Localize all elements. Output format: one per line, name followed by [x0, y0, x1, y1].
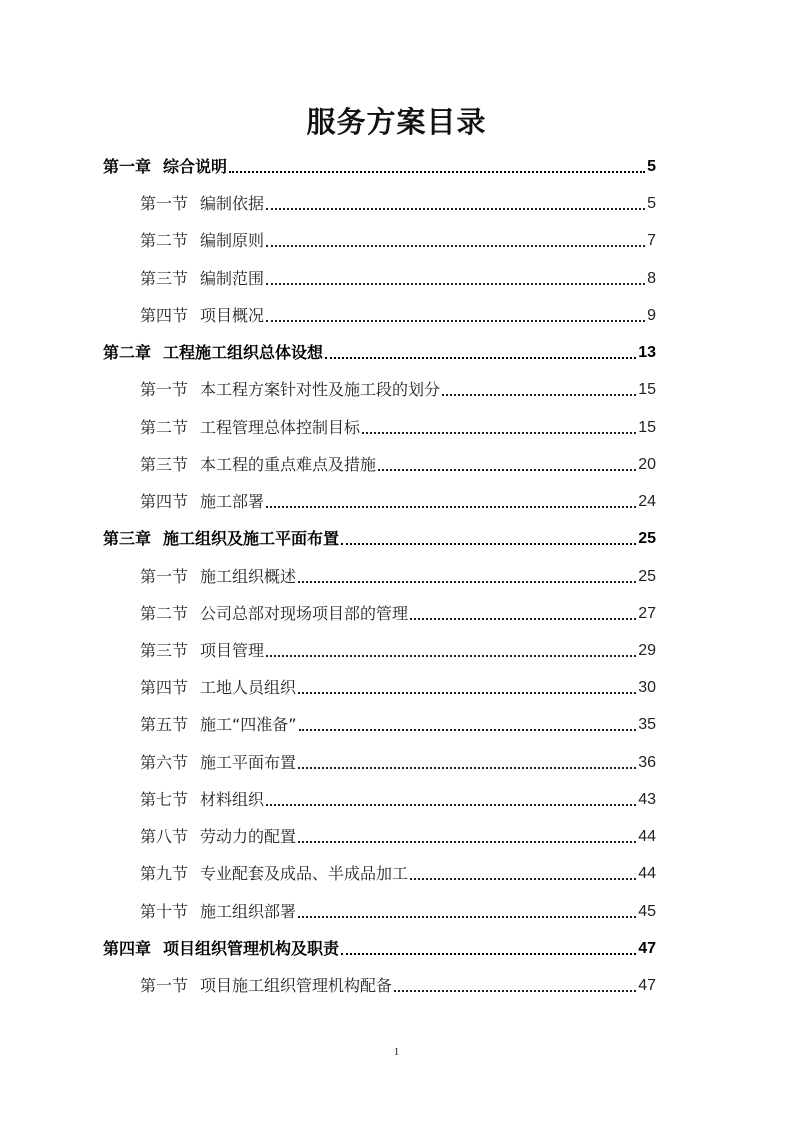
dot-leader: [266, 207, 645, 210]
toc-entry-page: 20: [638, 456, 656, 473]
toc-entry-page: 8: [647, 270, 656, 287]
toc-entry-number: 第一章: [103, 157, 152, 176]
toc-entry-title: 综合说明: [163, 157, 228, 176]
toc-entry-page: 5: [647, 158, 656, 175]
dot-leader: [341, 542, 636, 545]
page-title: 服务方案目录: [306, 105, 487, 139]
dot-leader: [442, 393, 636, 396]
toc-entry-page: 43: [638, 791, 656, 808]
toc-entry-section[interactable]: [140, 634, 656, 662]
toc-entry-number: 第十节: [140, 902, 189, 921]
toc-entry-number: 第三节: [140, 641, 189, 660]
toc-entry-page: 30: [638, 679, 656, 696]
dot-leader: [298, 915, 636, 918]
toc-entry-title: 本工程的重点难点及措施: [200, 455, 377, 474]
toc-entry-number: 第四节: [140, 306, 189, 325]
toc-entry-number: 第一节: [140, 194, 189, 213]
toc-entry-title: 工程管理总体控制目标: [200, 418, 361, 437]
dot-leader: [298, 691, 636, 694]
dot-leader: [266, 282, 645, 285]
toc-entry-chapter-2[interactable]: [103, 336, 656, 364]
toc-entry-page: 7: [647, 232, 656, 249]
toc-entry-section[interactable]: [140, 746, 656, 774]
toc-entry-page: 45: [638, 903, 656, 920]
toc-entry-page: 24: [638, 493, 656, 510]
toc-entry-section[interactable]: [140, 560, 656, 588]
dot-leader: [266, 319, 645, 322]
toc-entry-page: 15: [638, 381, 656, 398]
toc-entry-title: 编制原则: [200, 231, 265, 250]
toc-entry-section[interactable]: [140, 373, 656, 401]
toc-entry-chapter-3[interactable]: [103, 522, 656, 550]
dot-leader: [410, 617, 636, 620]
dot-leader: [229, 170, 645, 173]
toc-entry-title: 施工“四准备”: [200, 715, 297, 734]
dot-leader: [298, 766, 636, 769]
toc-entry-section[interactable]: [140, 857, 656, 885]
toc-entry-page: 5: [647, 195, 656, 212]
toc-entry-section[interactable]: [140, 485, 656, 513]
toc-entry-section[interactable]: [140, 299, 656, 327]
toc-entry-title: 本工程方案针对性及施工段的划分: [200, 380, 441, 399]
toc-entry-title: 项目施工组织管理机构配备: [200, 976, 393, 995]
toc-entry-title: 编制依据: [200, 194, 265, 213]
toc-entry-title: 公司总部对现场项目部的管理: [200, 604, 409, 623]
toc-entry-title: 施工组织及施工平面布置: [163, 529, 340, 548]
dot-leader: [325, 356, 636, 359]
toc-entry-number: 第六节: [140, 753, 189, 772]
toc-entry-page: 27: [638, 605, 656, 622]
toc-entry-page: 44: [638, 828, 656, 845]
toc-entry-title: 专业配套及成品、半成品加工: [200, 864, 409, 883]
dot-leader: [266, 505, 636, 508]
toc-entry-title: 施工平面布置: [200, 753, 297, 772]
toc-entry-section[interactable]: [140, 820, 656, 848]
toc-entry-section[interactable]: [140, 969, 656, 997]
toc-entry-section[interactable]: [140, 671, 656, 699]
toc-entry-section[interactable]: [140, 224, 656, 252]
toc-entry-page: 13: [638, 344, 656, 361]
dot-leader: [266, 244, 645, 247]
toc-entry-title: 项目组织管理机构及职责: [163, 939, 340, 958]
toc-entry-section[interactable]: [140, 708, 656, 736]
toc-entry-chapter-4[interactable]: [103, 932, 656, 960]
toc-entry-number: 第二节: [140, 231, 189, 250]
toc-entry-number: 第八节: [140, 827, 189, 846]
dot-leader: [394, 989, 636, 992]
toc-entry-number: 第四节: [140, 678, 189, 697]
toc-entry-page: 25: [638, 568, 656, 585]
dot-leader: [298, 580, 636, 583]
dot-leader: [378, 468, 636, 471]
toc-entry-number: 第二节: [140, 604, 189, 623]
toc-entry-title: 项目概况: [200, 306, 265, 325]
toc-entry-number: 第九节: [140, 864, 189, 883]
toc-entry-number: 第四章: [103, 939, 152, 958]
toc-entry-number: 第二节: [140, 418, 189, 437]
dot-leader: [410, 877, 636, 880]
toc-entry-number: 第七节: [140, 790, 189, 809]
toc-entry-title: 工地人员组织: [200, 678, 297, 697]
dot-leader: [266, 654, 636, 657]
toc-entry-page: 35: [638, 716, 656, 733]
toc-entry-number: 第三节: [140, 455, 189, 474]
dot-leader: [266, 803, 636, 806]
toc-entry-section[interactable]: [140, 411, 656, 439]
toc-entry-section[interactable]: [140, 187, 656, 215]
toc-entry-page: 47: [638, 977, 656, 994]
dot-leader: [341, 952, 636, 955]
toc-entry-section[interactable]: [140, 262, 656, 290]
toc-entry-title: 施工组织部署: [200, 902, 297, 921]
dot-leader: [362, 431, 636, 434]
toc-entry-chapter-1[interactable]: [103, 150, 656, 178]
toc-entry-page: 36: [638, 754, 656, 771]
toc-entry-page: 44: [638, 865, 656, 882]
dot-leader: [298, 840, 636, 843]
toc-entry-number: 第三节: [140, 269, 189, 288]
toc-entry-title: 项目管理: [200, 641, 265, 660]
toc-entry-number: 第三章: [103, 529, 152, 548]
toc-entry-title: 编制范围: [200, 269, 265, 288]
toc-entry-section[interactable]: [140, 597, 656, 625]
toc-entry-title: 工程施工组织总体设想: [163, 343, 324, 362]
toc-entry-title: 劳动力的配置: [200, 827, 297, 846]
toc-entry-title: 材料组织: [200, 790, 265, 809]
toc-entry-number: 第一节: [140, 567, 189, 586]
toc-entry-number: 第一节: [140, 380, 189, 399]
page-number: 1: [393, 1046, 400, 1058]
toc-entry-page: 25: [638, 530, 656, 547]
toc-entry-page: 47: [638, 940, 656, 957]
toc-entry-page: 9: [647, 307, 656, 324]
toc-entry-section[interactable]: [140, 448, 656, 476]
toc-entry-section[interactable]: [140, 895, 656, 923]
toc-entry-number: 第二章: [103, 343, 152, 362]
toc-entry-page: 29: [638, 642, 656, 659]
toc-entry-title: 施工部署: [200, 492, 265, 511]
toc-entry-number: 第五节: [140, 715, 189, 734]
toc-entry-page: 15: [638, 419, 656, 436]
toc-entry-section[interactable]: [140, 783, 656, 811]
dot-leader: [299, 728, 637, 731]
toc-entry-title: 施工组织概述: [200, 567, 297, 586]
toc-entry-number: 第四节: [140, 492, 189, 511]
toc-entry-number: 第一节: [140, 976, 189, 995]
